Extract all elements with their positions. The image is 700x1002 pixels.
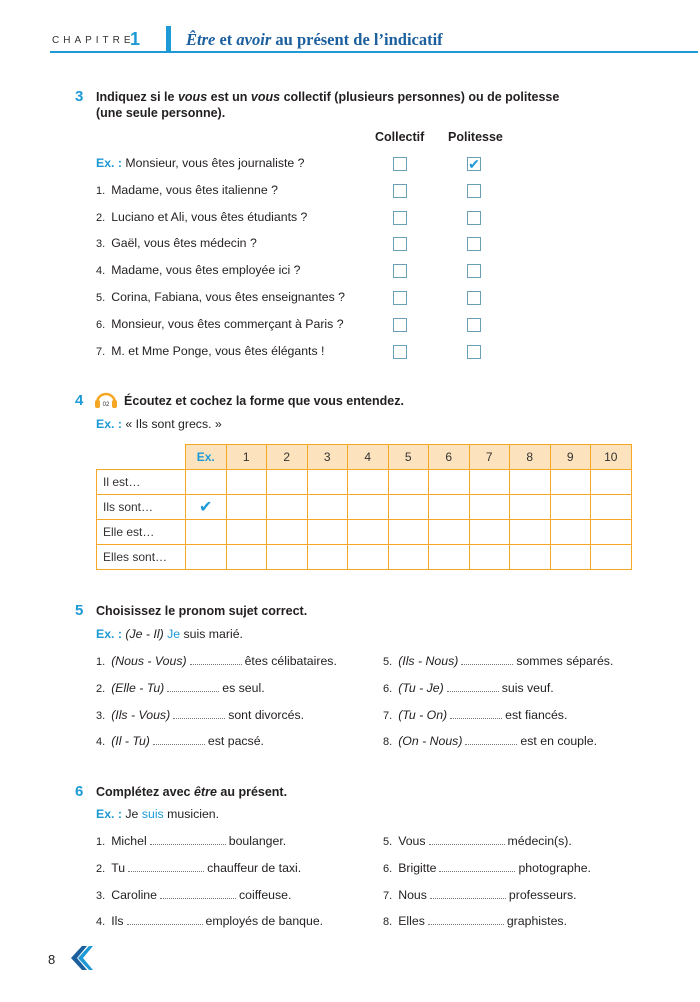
check-mark-icon: ✔ <box>199 499 213 516</box>
example-rest: musicien. <box>167 807 220 821</box>
item-number: 7. <box>383 889 393 902</box>
grid-cell[interactable] <box>186 495 227 520</box>
item-text: photographe. <box>518 860 591 875</box>
list-item <box>96 263 301 277</box>
grid-cell[interactable] <box>226 520 267 545</box>
item-choice: (Tu - On) <box>398 707 448 722</box>
item-text: est fiancés. <box>505 707 568 722</box>
list-item <box>96 888 291 902</box>
list-item <box>383 861 591 875</box>
item-number: 2. <box>96 682 106 695</box>
grid-cell[interactable] <box>510 545 551 570</box>
t: être <box>193 785 217 799</box>
example-label: Ex. : <box>96 417 122 431</box>
answer-blank[interactable] <box>461 655 513 665</box>
grid-cell[interactable] <box>550 495 591 520</box>
exercise-instruction <box>96 784 287 800</box>
grid-cell[interactable] <box>186 470 227 495</box>
item-subject: Vous <box>398 834 426 848</box>
grid-row-label: Elle est… <box>97 520 186 545</box>
checkbox-politesse[interactable]: ✔ <box>468 156 480 172</box>
exercise-number: 3 <box>75 88 84 105</box>
list-item <box>96 183 278 197</box>
list-item <box>96 210 307 224</box>
grid-column-header: 1 <box>226 445 267 470</box>
grid-cell[interactable] <box>267 520 308 545</box>
grid-cell[interactable] <box>348 495 389 520</box>
t: Indiquez si le <box>96 90 178 104</box>
grid-cell[interactable] <box>510 520 551 545</box>
list-item <box>383 708 567 722</box>
grid-cell[interactable] <box>267 495 308 520</box>
item-text: graphistes. <box>506 914 567 929</box>
example-line <box>96 807 219 821</box>
item-number: 6. <box>96 318 106 331</box>
grid-column-header: 6 <box>429 445 470 470</box>
grid-row <box>97 545 632 570</box>
grid-column-header: 3 <box>307 445 348 470</box>
grid-cell[interactable] <box>510 470 551 495</box>
item-number: 3. <box>96 238 106 251</box>
example-label: Ex. : <box>96 807 122 821</box>
column-header-politesse: Politesse <box>448 130 503 144</box>
grid-row <box>97 470 632 495</box>
grid-cell[interactable] <box>226 545 267 570</box>
title-part: Être <box>186 30 216 49</box>
grid-cell[interactable] <box>307 545 348 570</box>
item-text: professeurs. <box>508 887 577 902</box>
item-choice: (Tu - Je) <box>398 680 444 695</box>
grid-cell[interactable] <box>388 495 429 520</box>
example-subject: Je <box>125 807 139 821</box>
grid-column-header: 4 <box>348 445 389 470</box>
answer-blank[interactable] <box>153 735 205 745</box>
list-item <box>96 654 337 668</box>
grid-cell[interactable] <box>186 520 227 545</box>
item-text: es seul. <box>222 680 265 695</box>
item-text: M. et Mme Ponge, vous êtes élégants ! <box>111 343 325 358</box>
grid-cell[interactable] <box>591 495 632 520</box>
item-number: 6. <box>383 862 393 875</box>
answer-blank[interactable] <box>447 682 499 692</box>
grid-cell[interactable] <box>226 470 267 495</box>
item-subject: Ils <box>111 914 124 929</box>
item-subject: Elles <box>398 914 425 929</box>
grid-cell[interactable] <box>429 470 470 495</box>
list-item <box>96 681 265 695</box>
grid-cell[interactable] <box>307 495 348 520</box>
item-number: 1. <box>96 656 106 668</box>
grid-cell[interactable] <box>550 545 591 570</box>
title-part: au présent de l’indicatif <box>271 30 443 49</box>
grid-column-header: 2 <box>267 445 308 470</box>
grid-cell[interactable] <box>429 520 470 545</box>
header-rule <box>50 51 698 53</box>
exercise-number: 5 <box>75 602 84 619</box>
example-choice: (Je - Il) <box>125 627 164 641</box>
list-item <box>383 888 577 902</box>
grid-cell[interactable] <box>348 470 389 495</box>
page-number: 8 <box>48 952 56 967</box>
answer-blank[interactable] <box>160 889 236 899</box>
item-number: 7. <box>383 709 393 722</box>
example-line <box>96 417 222 431</box>
item-text: Monsieur, vous êtes journaliste ? <box>125 156 305 170</box>
item-text: chauffeur de taxi. <box>207 860 302 875</box>
item-text: est pacsé. <box>207 734 264 749</box>
t: Complétez avec <box>96 785 194 799</box>
item-choice: (Ils - Nous) <box>398 654 459 668</box>
list-item <box>96 236 257 250</box>
item-subject: Caroline <box>111 887 157 902</box>
grid-cell[interactable] <box>348 520 389 545</box>
grid-row-label: Elles sont… <box>97 545 186 570</box>
item-text: Madame, vous êtes italienne ? <box>111 182 278 197</box>
answer-blank[interactable] <box>439 862 515 872</box>
grid-column-header: 8 <box>510 445 551 470</box>
grid-cell[interactable] <box>591 470 632 495</box>
grid-cell[interactable] <box>591 545 632 570</box>
exercise-instruction: Écoutez et cochez la forme que vous entendez. <box>124 394 404 408</box>
exercise-instruction <box>96 89 559 121</box>
item-text: Monsieur, vous êtes commerçant à Paris ? <box>111 316 344 331</box>
checkbox-collectif[interactable] <box>393 345 407 359</box>
grid-cell[interactable] <box>388 520 429 545</box>
chapter-number: 1 <box>130 29 141 49</box>
list-item <box>96 708 304 722</box>
example-answer: suis <box>141 807 164 821</box>
list-item <box>96 834 286 848</box>
list-item <box>96 914 323 928</box>
item-number: 2. <box>96 862 106 875</box>
answer-blank[interactable] <box>167 682 219 692</box>
chapter-label: CHAPITRE <box>52 35 135 46</box>
chapter-title <box>186 30 443 50</box>
grid-row <box>97 495 632 520</box>
grid-cell[interactable] <box>226 495 267 520</box>
item-subject: Brigitte <box>398 860 437 875</box>
grid-row-label: Ils sont… <box>97 495 186 520</box>
list-item <box>383 654 613 668</box>
answer-blank[interactable] <box>150 835 226 845</box>
checkbox-politesse[interactable] <box>467 237 481 251</box>
grid-cell[interactable] <box>307 520 348 545</box>
item-number: 6. <box>383 682 393 695</box>
checkbox-politesse[interactable] <box>467 264 481 278</box>
list-item <box>96 290 345 304</box>
t: vous <box>250 90 281 104</box>
grid-cell[interactable] <box>307 470 348 495</box>
item-text: Gaël, vous êtes médecin ? <box>111 236 257 251</box>
checkbox-politesse[interactable] <box>467 345 481 359</box>
example-label: Ex. : <box>96 627 122 641</box>
item-number: 4. <box>96 736 106 749</box>
item-text: Corina, Fabiana, vous êtes enseignantes ? <box>111 290 345 304</box>
item-subject: Michel <box>111 834 147 848</box>
answer-grid <box>96 444 632 570</box>
checkbox-politesse[interactable] <box>467 211 481 225</box>
t: au présent. <box>216 785 288 799</box>
item-number: 8. <box>383 916 393 929</box>
item-text: sont divorcés. <box>228 707 305 722</box>
answer-blank[interactable] <box>450 709 502 719</box>
item-number: 8. <box>383 736 393 749</box>
answer-blank[interactable] <box>128 862 204 872</box>
column-header-collectif: Collectif <box>375 130 425 144</box>
item-text: employés de banque. <box>205 914 324 929</box>
list-item <box>96 734 264 748</box>
item-text: êtes célibataires. <box>244 654 337 668</box>
item-text: boulanger. <box>228 834 287 848</box>
item-number: 3. <box>96 709 106 722</box>
grid-cell[interactable] <box>550 470 591 495</box>
previous-chevron-icon <box>68 944 94 977</box>
item-text: est en couple. <box>520 734 597 749</box>
list-item <box>96 156 305 170</box>
checkbox-collectif[interactable] <box>393 318 407 332</box>
exercise-number: 4 <box>75 392 84 409</box>
checkbox-politesse[interactable] <box>467 291 481 305</box>
item-number: 1. <box>96 184 106 197</box>
audio-track-icon[interactable] <box>94 391 118 409</box>
example-label: Ex. : <box>96 156 122 170</box>
grid-column-header: 7 <box>469 445 510 470</box>
t: vous <box>177 90 208 104</box>
item-subject: Tu <box>111 860 126 875</box>
answer-blank[interactable] <box>190 655 242 665</box>
list-item <box>383 681 554 695</box>
item-choice: (Ils - Vous) <box>111 707 171 722</box>
title-part: avoir <box>236 30 272 49</box>
item-text: Madame, vous êtes employée ici ? <box>111 263 301 278</box>
t: (une seule personne). <box>96 106 226 120</box>
grid-cell[interactable] <box>348 545 389 570</box>
example-line <box>96 627 243 641</box>
item-text: coiffeuse. <box>238 887 292 902</box>
header-bar <box>166 26 171 52</box>
grid-cell[interactable] <box>510 495 551 520</box>
grid-cell[interactable] <box>429 495 470 520</box>
item-number: 1. <box>96 836 106 848</box>
grid-cell[interactable] <box>469 545 510 570</box>
item-number: 4. <box>96 265 106 278</box>
list-item <box>96 344 324 358</box>
audio-track-number: 02 <box>102 402 110 408</box>
grid-cell[interactable] <box>267 470 308 495</box>
grid-cell[interactable] <box>469 470 510 495</box>
item-text: sommes séparés. <box>516 654 614 668</box>
grid-cell[interactable] <box>388 470 429 495</box>
list-item <box>96 317 344 331</box>
example-text: « Ils sont grecs. » <box>125 417 222 431</box>
item-number: 5. <box>383 656 393 668</box>
grid-cell[interactable] <box>469 520 510 545</box>
item-number: 4. <box>96 916 106 929</box>
grid-row-label: Il est… <box>97 470 186 495</box>
grid-corner <box>97 445 186 470</box>
checkbox-politesse[interactable] <box>467 184 481 198</box>
answer-blank[interactable] <box>429 835 505 845</box>
exercise-number: 6 <box>75 783 84 800</box>
item-number: 5. <box>383 836 393 848</box>
item-subject: Nous <box>398 887 427 902</box>
item-text: Luciano et Ali, vous êtes étudiants ? <box>111 209 308 224</box>
answer-blank[interactable] <box>428 915 504 925</box>
t: collectif (plusieurs personnes) ou de politesse <box>280 90 560 104</box>
grid-cell[interactable] <box>469 495 510 520</box>
list-item <box>383 914 567 928</box>
list-item <box>96 861 301 875</box>
checkbox-collectif[interactable] <box>393 184 407 198</box>
grid-column-header: 5 <box>388 445 429 470</box>
title-part: et <box>215 30 237 49</box>
example-rest: suis marié. <box>183 627 243 641</box>
grid-cell[interactable] <box>186 545 227 570</box>
checkbox-collectif[interactable] <box>393 157 407 171</box>
grid-cell[interactable] <box>550 520 591 545</box>
checkbox-collectif[interactable] <box>393 211 407 225</box>
grid-cell[interactable] <box>267 545 308 570</box>
answer-blank[interactable] <box>127 915 203 925</box>
grid-column-header: 9 <box>550 445 591 470</box>
item-text: suis veuf. <box>501 680 554 695</box>
item-choice: (Nous - Vous) <box>111 654 187 668</box>
checkbox-collectif[interactable] <box>393 264 407 278</box>
grid-column-header: 10 <box>591 445 632 470</box>
item-choice: (Il - Tu) <box>111 734 150 749</box>
checkbox-collectif[interactable] <box>393 237 407 251</box>
grid-cell[interactable] <box>429 545 470 570</box>
answer-blank[interactable] <box>465 735 517 745</box>
item-number: 7. <box>96 345 106 358</box>
list-item <box>383 834 572 848</box>
grid-cell[interactable] <box>388 545 429 570</box>
grid-column-header: Ex. <box>186 445 227 470</box>
list-item <box>383 734 597 748</box>
item-choice: (Elle - Tu) <box>111 680 165 695</box>
item-text: médecin(s). <box>507 834 572 848</box>
t: est un <box>207 90 251 104</box>
checkbox-collectif[interactable] <box>393 291 407 305</box>
grid-cell[interactable] <box>591 520 632 545</box>
exercise-instruction: Choisissez le pronom sujet correct. <box>96 604 308 618</box>
answer-blank[interactable] <box>173 709 225 719</box>
item-number: 5. <box>96 292 106 304</box>
example-answer: Je <box>167 627 181 641</box>
answer-blank[interactable] <box>430 889 506 899</box>
item-number: 2. <box>96 211 106 224</box>
checkbox-politesse[interactable] <box>467 318 481 332</box>
grid-row <box>97 520 632 545</box>
item-choice: (On - Nous) <box>398 734 463 749</box>
item-number: 3. <box>96 889 106 902</box>
